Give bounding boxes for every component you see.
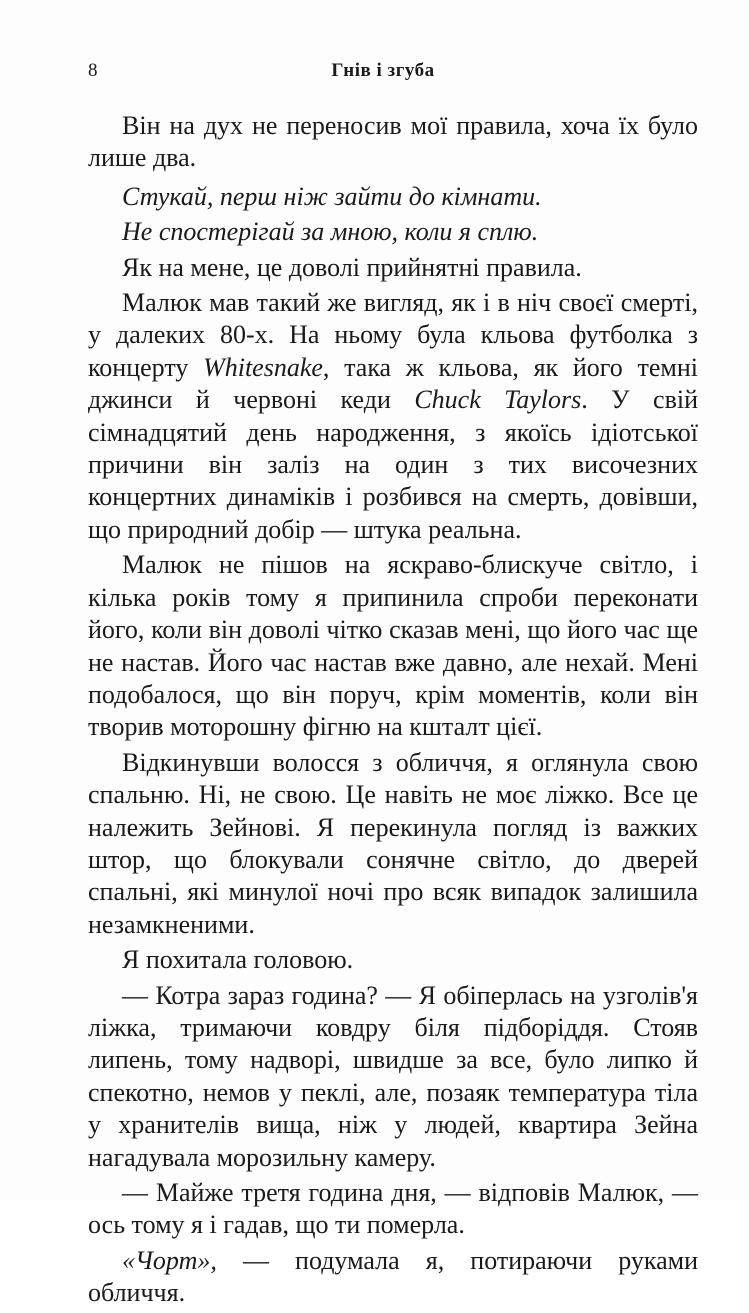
running-title: Гнів і згуба — [331, 60, 435, 81]
paragraph-3-part-1: Малюк мав такий же вигляд, як і в ніч своєї смерті, у далеких 80-х. На ньому була кльова футболка з концерту — [88, 288, 698, 382]
paragraph-8: — Майже третя година дня, — відповів Малюк, — ось тому я і гадав, що ти померла. — [88, 1178, 698, 1240]
paragraph-3-part-2: , така ж кльова, як його темні джинси й червоні кеди — [88, 352, 698, 415]
running-head — [88, 60, 678, 86]
paragraph-9 — [88, 1245, 698, 1310]
paragraph-5: Відкинувши волосся з обличчя, я оглянула свою спальню. Ні, не свою. Це навіть не моє ліжко. Все це належить Зейнові. Я перекинула погляд із важких штор, що блокували сонячне світло, до дверей спальні, які минулої ночі про всяк випадок залишила незамкненими. — [88, 747, 698, 939]
paragraph-6: Я похитала головою. — [122, 945, 354, 975]
body-text — [88, 110, 698, 1313]
band-name: Whitesnake — [203, 352, 323, 382]
page-number: 8 — [88, 60, 98, 81]
paragraph-4: Малюк не пішов на яскраво-блискуче світло, і кілька років тому я припинила спроби переконати його, коли він доволі чітко сказав мені, що його час ще не настав. Його час настав вже давно, але нехай. Мені подобалося, що він поруч, крім моментів, коли він творив моторошну фігню на кшталт цієї. — [88, 550, 698, 742]
paragraph-7: — Котра зараз година? — Я обіперлась на узголів'я ліжка, тримаючи ковдру біля підборіддя. Стояв липень, тому надворі, швидше за все, було липко й спекотно, немов у пеклі, але, позаяк температура тіла у хранителів вища, ніж у людей, квартира Зейна нагадувала морозильну камеру. — [88, 980, 698, 1172]
paragraph-1: Він на дух не переносив мої правила, хоча їх було лише два. — [88, 111, 698, 173]
thought-quote: «Чорт», — [122, 1245, 217, 1275]
rule-1: Стукай, перш ніж зайти до кімнати. — [122, 181, 542, 211]
paragraph-3-part-3: . У свій сімнадцятий день народження, з якоїсь ідіотської причини він заліз на один з тих височезних концертних динаміків і розбився на смерть, довівши, що природний добір — штука реальна. — [88, 385, 698, 544]
paragraph-2: Як на мене, це доволі прийнятні правила. — [122, 252, 582, 282]
paragraph-9-rest: — подумала я, потираючи руками обличчя. — [88, 1245, 698, 1308]
rule-2: Не спостерігай за мною, коли я сплю. — [122, 217, 539, 247]
sneaker-brand: Chuck Taylors — [414, 385, 582, 415]
paragraph-3 — [88, 287, 698, 546]
